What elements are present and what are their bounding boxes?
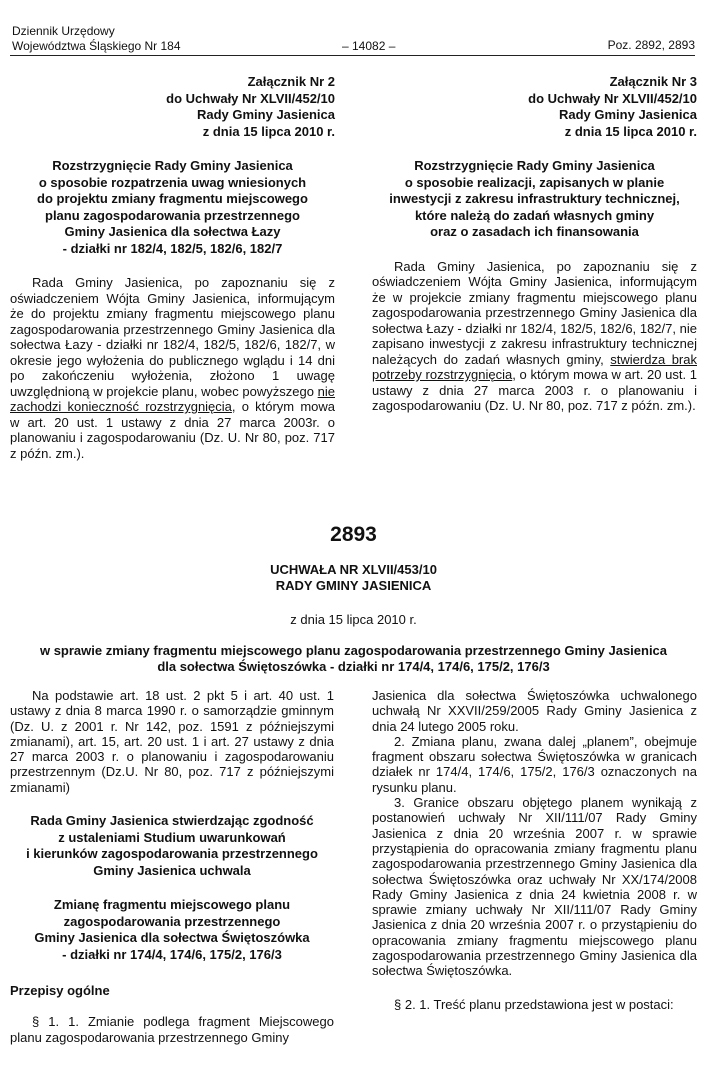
title-line: zagospodarowania przestrzennego bbox=[63, 913, 281, 929]
page-header bbox=[12, 24, 695, 58]
title-line: Zmianę fragmentu miejscowego planu bbox=[53, 897, 291, 913]
underlined-text: nie zachodzi konieczność rozstrzygnięcia bbox=[10, 383, 335, 414]
annex-line: Załącznik Nr 3 bbox=[609, 74, 697, 89]
left-column bbox=[10, 688, 334, 1045]
journal-title bbox=[12, 24, 181, 54]
title-line: do projektu zmiany fragmentu miejscowego bbox=[37, 191, 308, 206]
annex-line: Rady Gminy Jasienica bbox=[558, 107, 697, 122]
body-text: Rada Gminy Jasienica, po zapoznaniu się z oświadczeniem Wójta Gminy Jasienica, informującym że do projektu zmiany fragmentu miejscowego planu zagospodarowania przestrzennego Gminy Jasienica dla sołectwa Łazy - działki nr 182/4, 182/5, 182/6, 182/7, w okresie jego wyłożenia do publicznego wglądu i 14 dni po zakończeniu wyłożenia, złożono 1 uwagę uwzględnioną w projekcie planu, wobec powyższego bbox=[10, 275, 335, 399]
title-line: Rozstrzygnięcie Rady Gminy Jasienica bbox=[414, 158, 655, 173]
title-line: o sposobie realizacji, zapisanych w planie bbox=[404, 174, 665, 190]
paragraph-4: § 2. 1. Treść planu przedstawiona jest w postaci: bbox=[394, 996, 674, 1012]
resolution-date: z dnia 15 lipca 2010 r. bbox=[290, 612, 417, 627]
item-number: 2893 bbox=[330, 523, 377, 546]
resolution-number: UCHWAŁA NR XLVII/453/10 bbox=[270, 562, 437, 577]
right-column bbox=[372, 688, 697, 1012]
statement-line: Gminy Jasienica uchwala bbox=[93, 862, 251, 878]
title-line: Gminy Jasienica dla sołectwa Łazy bbox=[64, 224, 281, 239]
resolution-title bbox=[0, 562, 707, 594]
statement-line: Rada Gminy Jasienica stwierdzając zgodność bbox=[30, 813, 314, 829]
annex-line: z dnia 15 lipca 2010 r. bbox=[564, 123, 697, 139]
statement-line: z ustaleniami Studium uwarunkowań bbox=[58, 829, 286, 845]
council-statement bbox=[10, 813, 334, 879]
title-line: które należą do zadań własnych gminy bbox=[414, 207, 655, 223]
body-text: , o którym mowa w art. 20 ust. 1 ustawy z dnia 27 marca 2003 r. o planowaniu i zagospodarowaniu (Dz. U. Nr 80, poz. 717 z późn. zm.). bbox=[372, 367, 698, 413]
page-number: – 14082 – bbox=[342, 39, 396, 53]
annex-3-title bbox=[372, 158, 697, 241]
title-line: oraz o zasadach ich finansowania bbox=[430, 224, 639, 239]
annex-3-heading bbox=[372, 74, 697, 140]
journal-issue: Województwa Śląskiego Nr 184 bbox=[12, 39, 181, 53]
paragraph-2: 2. Zmiana planu, zwana dalej „planem”, obejmuje fragment obszaru sołectwa Świętoszówka w granicach działek nr 174/4, 174/6, 175/2, 176/3 oznaczonych na rysunku planu. bbox=[372, 733, 697, 795]
annex-line: Rady Gminy Jasienica bbox=[196, 107, 335, 122]
annex-line: Załącznik Nr 2 bbox=[247, 74, 335, 89]
body-text: , o którym mowa w art. 20 ust. 1 ustawy z dnia 27 marca 2003r. o planowaniu i zagospodarowaniu (Dz. U. Nr 80, poz. 717 z późn. zm.). bbox=[10, 399, 335, 461]
position-ref: Poz. 2892, 2893 bbox=[607, 38, 695, 52]
title-line: - działki nr 174/4, 174/6, 175/2, 176/3 bbox=[62, 946, 282, 962]
annex-2 bbox=[10, 74, 335, 461]
body-text: Rada Gminy Jasienica, po zapoznaniu się z oświadczeniem Wójta Gminy Jasienica, informującym że w projekcie zmiany fragmentu miejscowego planu zagospodarowania przestrzennego Gminy Jasienica dla sołectwa Łazy - działki nr 182/4, 182/5, 182/6, 182/7, nie zapisano inwestycji z zakresu infrastruktury technicznej należących do zadań własnych gminy, bbox=[372, 258, 697, 367]
title-line: Gminy Jasienica dla sołectwa Świętoszówka bbox=[34, 930, 310, 946]
annex-line: z dnia 15 lipca 2010 r. bbox=[202, 123, 335, 139]
title-line: planu zagospodarowania przestrzennego bbox=[45, 207, 300, 223]
annex-line: do Uchwały Nr XLVII/452/10 bbox=[166, 90, 335, 106]
plan-change-title bbox=[10, 897, 334, 963]
preamble: Na podstawie art. 18 ust. 2 pkt 5 i art. 40 ust. 1 ustawy z dnia 8 marca 1990 r. o samorządzie gminnym (Dz. U. z 2001 r. Nr 142, poz. 1591 z późniejszymi zmianami), art. 15, art. 20 ust. 1 i art. 27 ustawy z dnia 27 marca 2003 r. o planowaniu i zagospodarowaniu przestrzennym (Dz.U. Nr 80, poz. 717 z późniejszymi zmianami) bbox=[10, 688, 334, 795]
title-line: o sposobie rozpatrzenia uwag wniesionych bbox=[38, 174, 307, 190]
paragraph-1: § 1. 1. Zmianie podlega fragment Miejscowego planu zagospodarowania przestrzennego Gminy bbox=[10, 1014, 334, 1045]
annex-2-title bbox=[10, 158, 335, 257]
resolution-body: RADY GMINY JASIENICA bbox=[275, 578, 432, 593]
title-line: Rozstrzygnięcie Rady Gminy Jasienica bbox=[52, 158, 293, 173]
paragraph-3: 3. Granice obszaru objętego planem wynikają z postanowień uchwały Nr XII/111/07 Rady Gminy Jasienica z dnia 20 września 2007 r. w sprawie przystąpienia do opracowania zmiany fragmentu planu zagospodarowania przestrzennego Gminy Jasienica dla sołectwa Świętoszówka oraz uchwały Nr XX/174/2008 Rady Gminy Jasienica z dnia 24 kwietnia 2008 r. w sprawie zmiany uchwały Nr XII/111/07 Rady Gminy Jasienica z dnia 20 września 2007 r. o przystąpieniu do opracowania zmiany fragmentu miejscowego planu zagospodarowania przestrzennego Gminy Jasienica dla sołectwa Świętoszówka. bbox=[372, 795, 697, 979]
header-divider bbox=[10, 55, 695, 56]
section-heading: Przepisy ogólne bbox=[10, 983, 110, 999]
subject-line: dla sołectwa Świętoszówka - działki nr 174/4, 174/6, 175/2, 176/3 bbox=[157, 659, 550, 674]
title-line: - działki nr 182/4, 182/5, 182/6, 182/7 bbox=[62, 240, 283, 256]
annex-2-heading bbox=[10, 74, 335, 140]
title-line: inwestycji z zakresu infrastruktury technicznej, bbox=[389, 191, 680, 206]
annex-3-body bbox=[372, 259, 697, 414]
subject-line: w sprawie zmiany fragmentu miejscowego planu zagospodarowania przestrzennego Gminy Jasienica bbox=[39, 643, 668, 658]
statement-line: i kierunków zagospodarowania przestrzennego bbox=[26, 846, 318, 862]
annex-line: do Uchwały Nr XLVII/452/10 bbox=[528, 90, 697, 106]
annex-3 bbox=[372, 74, 697, 414]
annex-2-body bbox=[10, 275, 335, 461]
paragraph-1-cont: Jasienica dla sołectwa Świętoszówka uchwalonego uchwałą Nr XXVII/259/2005 Rady Gminy Jasienica z dnia 24 lutego 2005 roku. bbox=[372, 688, 697, 734]
resolution-subject bbox=[0, 643, 707, 675]
journal-name: Dziennik Urzędowy bbox=[12, 24, 115, 38]
underlined-text: stwierdza brak potrzeby rozstrzygnięcia bbox=[372, 351, 697, 382]
